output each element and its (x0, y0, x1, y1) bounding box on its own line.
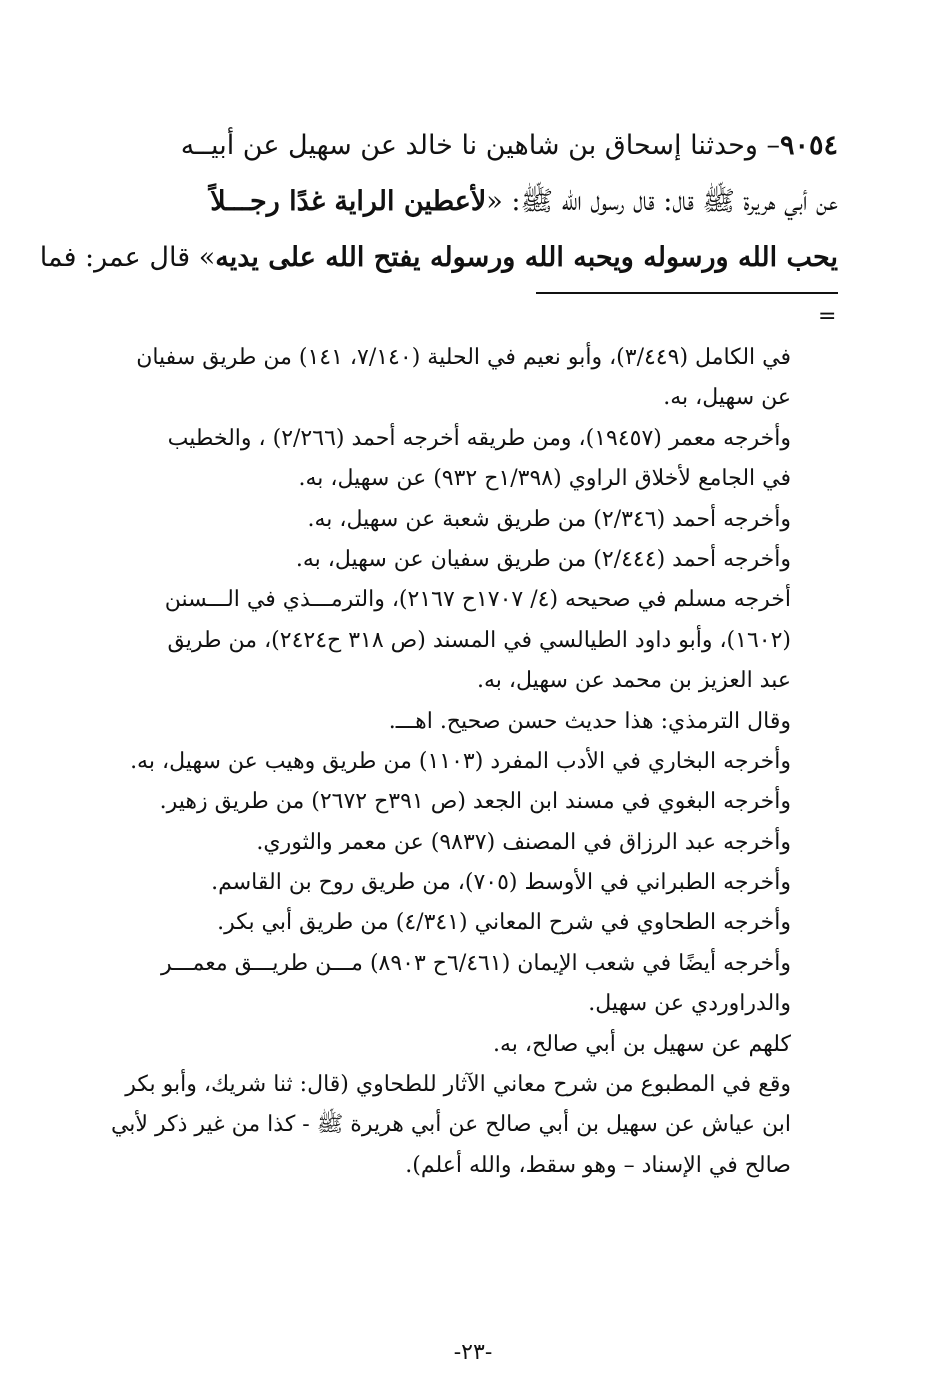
hadith-line-2 (126, 174, 838, 230)
hadith-line-3 (39, 230, 838, 286)
footnote-line: أخرجه مسلم في صحيحه (٤/ ١٧٠٧ح ٢١٦٧)، والترمـــذي في الـــسنن (164, 587, 791, 613)
hadith-quote-part-2: يحب الله ورسوله ويحبه الله ورسوله يفتح الله على يديه (215, 242, 838, 273)
footnote-line: وأخرجه الطحاوي في شرح المعاني (٤/٣٤١) من طريق أبي بكر. (217, 910, 791, 936)
footnote-divider (536, 292, 838, 294)
footnote-line: عن سهيل، به. (663, 385, 791, 411)
footnote-continuation-mark: = (818, 304, 837, 329)
footnotes (110, 338, 791, 1186)
footnote-line: صالح في الإسناد – وهو سقط، والله أعلم). (405, 1152, 791, 1178)
footnote-line: كلهم عن سهيل بن أبي صالح، به. (493, 1031, 791, 1057)
footnote-line: وأخرجه أحمد (٢/٤٤٤) من طريق سفيان عن سهيل، به. (295, 546, 791, 572)
footnote-line: وأخرجه أيضًا في شعب الإيمان (٦/٤٦١ح ٨٩٠٣) مـــن طريـــق معمـــر (161, 950, 791, 976)
footnote-line: وقال الترمذي: هذا حديث حسن صحيح. اهـــ. (388, 708, 791, 734)
footnote-line: في الجامع لأخلاق الراوي (١/٣٩٨ح ٩٣٢) عن سهيل، به. (298, 466, 791, 492)
page-number: -٢٣- (453, 1340, 493, 1365)
footnote-line: في الكامل (٣/٤٤٩)، وأبو نعيم في الحلية (٧/١٤٠، ١٤١) من طريق سفيان (136, 345, 791, 370)
hadith-quote-part-1: لأعطين الراية غدًا رجـــلاً (210, 186, 487, 217)
footnote-line: وأخرجه أحمد (٢/٣٤٦) من طريق شعبة عن سهيل، به. (307, 506, 791, 532)
footnote-line: وأخرجه الطبراني في الأوسط (٧٠٥)، من طريق روح بن القاسم. (211, 870, 791, 896)
hadith-text (39, 118, 838, 286)
footnote-line: وأخرجه معمر (١٩٤٥٧)، ومن طريقه أخرجه أحمد (٢/٢٦٦) ، والخطيب (167, 425, 791, 451)
footnote-line: عبد العزيز بن محمد عن سهيل، به. (477, 668, 791, 694)
footnote-line: وأخرجه البغوي في مسند ابن الجعد (ص ٣٩١ح ٢٦٧٢) من طريق زهير. (159, 789, 791, 815)
footnote-line: (١٦٠٢)، وأبو داود الطيالسي في المسند (ص ٣١٨ ح٢٤٢٤)، من طريق (167, 627, 791, 653)
hadith-line-1 (126, 118, 838, 174)
footnote-line: وأخرجه عبد الرزاق في المصنف (٩٨٣٧) عن معمر والثوري. (256, 829, 791, 855)
footnote-line: والدراوردي عن سهيل. (588, 991, 791, 1017)
hadith-line-3-text: » قال عمر: فما (39, 242, 216, 273)
footnote-line: وأخرجه البخاري في الأدب المفرد (١١٠٣) من طريق وهيب عن سهيل، به. (130, 748, 791, 774)
footnote-line: وقع في المطبوع من شرح معاني الآثار للطحاوي (قال: ثنا شريك، وأبو بكر (125, 1072, 791, 1098)
hadith-line-1-text: – وحدثنا إسحاق بن شاهين نا خالد عن سهيل عن أبيــه (180, 130, 780, 161)
footnote-line: ابن عياش عن سهيل بن أبي صالح عن أبي هريرة ﷺ - كذا من غير ذكر لأبي (110, 1112, 791, 1138)
hadith-line-2-text: عن أبي هريرة ﷺ قال: قال رسول الله ﷺ: « (486, 186, 838, 217)
hadith-number: ٩٠٥٤ (779, 130, 838, 161)
